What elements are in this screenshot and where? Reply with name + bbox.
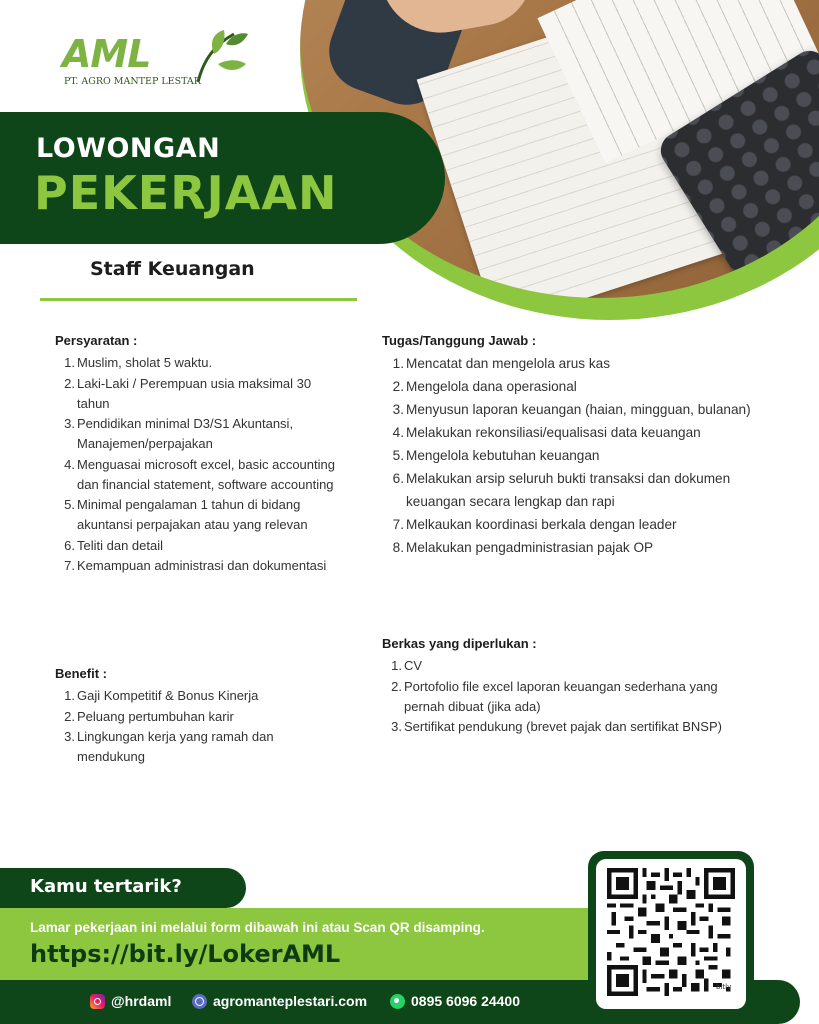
duties-list [382,353,762,560]
list-item: 8. Melakukan pengadministrasian pajak OP [392,540,654,556]
list-item: 2. Laki-Laki / Perempuan usia maksimal 30 tahun [64,375,312,411]
globe-icon [192,994,207,1009]
list-item: 5. Minimal pengalaman 1 tahun di bidang akuntansi perpajakan atau yang relevan [64,497,308,532]
company-name: PT. AGRO MANTEP LESTAR [64,76,201,87]
list-item: 6. Melakukan arsip seluruh bukti transaksi dan dokumen keuangan secara lengkap dan rapi [392,471,731,510]
list-item: 5. Mengelola kebutuhan keuangan [392,448,600,464]
duties-section [382,333,762,560]
list-item: 7. Melkaukan koordinasi berkala dengan leader [392,517,677,533]
contact-instagram[interactable]: @hrdaml [90,993,171,1009]
qr-code-icon[interactable] [607,868,735,996]
list-item: 6. Teliti dan detail [64,537,163,553]
list-item: 1. Gaji Kompetitif & Bonus Kinerja [64,688,259,703]
documents-title: Berkas yang diperlukan : [382,636,537,651]
benefits-list [55,686,340,767]
contact-whatsapp[interactable]: 0895 6096 24400 [390,993,520,1009]
documents-section [382,636,742,738]
contact-website[interactable]: agromanteplestari.com [192,993,367,1009]
company-logo [62,28,242,92]
list-item: 1. Mencatat dan mengelola arus kas [392,356,611,371]
benefits-title: Benefit : [55,666,107,681]
title-line-2: PEKERJAAN [34,166,338,220]
requirements-list [55,353,340,576]
list-item: 7. Kemampuan administrasi dan dokumentasi [64,558,327,573]
documents-list [382,656,742,737]
list-item: 2. Mengelola dana operasional [392,379,577,395]
apply-link[interactable]: https://bit.ly/LokerAML [30,940,341,968]
list-item: 4. Melakukan rekonsiliasi/equalisasi data keuangan [392,425,701,441]
list-item: 2. Portofolio file excel laporan keuangan sederhana yang pernah dibuat (jika ada) [391,678,718,714]
cta-heading: Kamu tertarik? [30,876,182,897]
requirements-section [55,333,340,577]
logo-mark: AML [62,32,151,76]
benefits-section [55,666,340,768]
list-item: 3. Pendidikan minimal D3/S1 Akuntansi, Manajemen/perpajakan [64,416,294,451]
list-item: 4. Menguasai microsoft excel, basic accounting dan financial statement, software accounting [64,456,335,492]
list-item: 3. Sertifikat pendukung (brevet pajak dan sertifikat BNSP) [391,719,722,734]
divider [40,298,357,301]
qr-tag: bitly [716,983,732,991]
job-position: Staff Keuangan [90,258,255,280]
list-item: 2. Peluang pertumbuhan karir [64,708,234,724]
list-item: 1. Muslim, sholat 5 waktu. [64,355,213,370]
duties-title: Tugas/Tanggung Jawab : [382,333,537,348]
list-item: 3. Menyusun laporan keuangan (haian, mingguan, bulanan) [392,402,751,418]
title-line-1: LOWONGAN [36,133,221,164]
list-item: 3. Lingkungan kerja yang ramah dan mendukung [64,729,274,764]
instagram-icon [90,994,105,1009]
requirements-title: Persyaratan : [55,333,138,348]
whatsapp-icon [390,994,405,1009]
list-item: 1. CV [391,658,423,673]
cta-instruction: Lamar pekerjaan ini melalui form dibawah ini atau Scan QR disamping. [30,920,485,935]
